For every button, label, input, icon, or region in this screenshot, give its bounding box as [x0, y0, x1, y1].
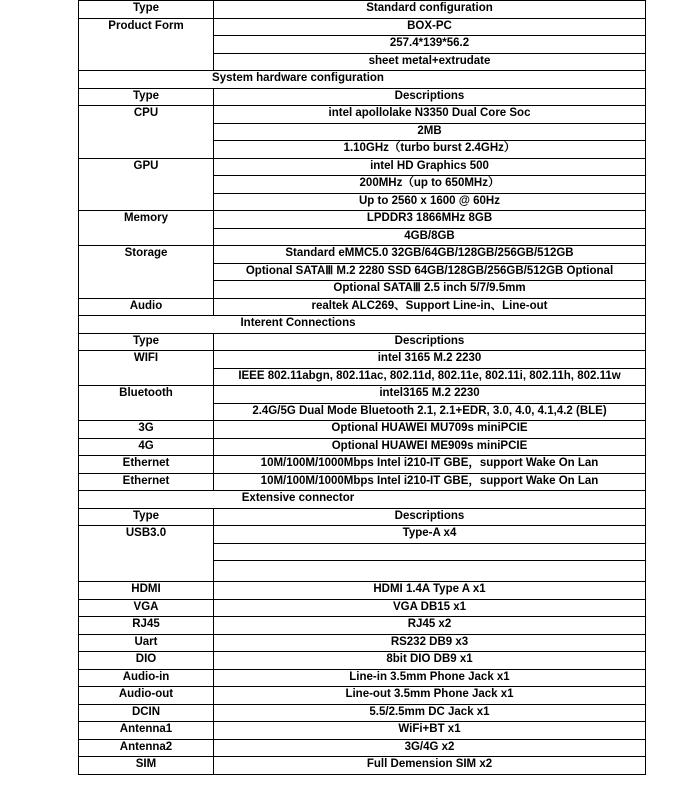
- table-row: [79, 158, 646, 176]
- row-type: 4G: [79, 438, 214, 456]
- section-title-text: Extensive connector: [241, 492, 355, 504]
- row-desc: Full Demension SIM x2: [214, 757, 646, 775]
- section-title: [79, 491, 646, 509]
- header-row: [79, 333, 646, 351]
- row-type: Ethernet: [79, 473, 214, 491]
- header-type: Type: [79, 1, 214, 19]
- section-title-row: [79, 71, 646, 89]
- header-desc: Descriptions: [214, 333, 646, 351]
- table-row: [79, 351, 646, 369]
- row-type: Audio-out: [79, 687, 214, 705]
- row-desc: intel3165 M.2 2230: [214, 386, 646, 404]
- row-desc: WiFi+BT x1: [214, 722, 646, 740]
- row-desc: Line-out 3.5mm Phone Jack x1: [214, 687, 646, 705]
- row-type: Memory: [79, 211, 214, 246]
- row-desc: [214, 543, 646, 561]
- header-row: [79, 88, 646, 106]
- row-desc: Standard eMMC5.0 32GB/64GB/128GB/256GB/512GB: [214, 246, 646, 264]
- table-row: [79, 582, 646, 600]
- row-type: GPU: [79, 158, 214, 211]
- row-desc: Optional SATAⅢ M.2 2280 SSD 64GB/128GB/256GB/512GB Optional: [214, 263, 646, 281]
- row-desc: RJ45 x2: [214, 617, 646, 635]
- row-desc: Optional HUAWEI ME909s miniPCIE: [214, 438, 646, 456]
- row-type: SIM: [79, 757, 214, 775]
- table-row: [79, 704, 646, 722]
- row-type: 3G: [79, 421, 214, 439]
- row-desc: intel HD Graphics 500: [214, 158, 646, 176]
- row-type: VGA: [79, 599, 214, 617]
- table-row: [79, 246, 646, 264]
- table-row: [79, 617, 646, 635]
- header-desc: Descriptions: [214, 88, 646, 106]
- row-desc: 2.4G/5G Dual Mode Bluetooth 2.1, 2.1+EDR, 3.0, 4.0, 4.1,4.2 (BLE): [214, 403, 646, 421]
- header-row: [79, 508, 646, 526]
- header-desc: Descriptions: [214, 508, 646, 526]
- row-type: WIFI: [79, 351, 214, 386]
- row-type: Bluetooth: [79, 386, 214, 421]
- row-desc: Type-A x4: [214, 526, 646, 544]
- spec-table: [78, 0, 646, 775]
- row-desc: Optional HUAWEI MU709s miniPCIE: [214, 421, 646, 439]
- header-type: Type: [79, 88, 214, 106]
- table-row: [79, 298, 646, 316]
- table-row: [79, 687, 646, 705]
- table-row: [79, 652, 646, 670]
- row-desc: Line-in 3.5mm Phone Jack x1: [214, 669, 646, 687]
- row-desc: 4GB/8GB: [214, 228, 646, 246]
- row-type: Storage: [79, 246, 214, 299]
- section-title: [79, 71, 646, 89]
- row-desc: 1.10GHz（turbo burst 2.4GHz）: [214, 141, 646, 159]
- header-type: Type: [79, 333, 214, 351]
- row-type: Uart: [79, 634, 214, 652]
- section-title-text: Interent Connections: [240, 317, 356, 329]
- section-title-row: [79, 491, 646, 509]
- row-desc: realtek ALC269、Support Line-in、Line-out: [214, 298, 646, 316]
- row-type: Antenna1: [79, 722, 214, 740]
- header-type: Type: [79, 508, 214, 526]
- row-type: Audio: [79, 298, 214, 316]
- row-desc: Optional SATAⅢ 2.5 inch 5/7/9.5mm: [214, 281, 646, 299]
- header-row: [79, 1, 646, 19]
- row-desc: HDMI 1.4A Type A x1: [214, 582, 646, 600]
- row-desc: BOX-PC: [214, 18, 646, 36]
- row-desc: 10M/100M/1000Mbps Intel i210-IT GBE，support Wake On Lan: [214, 473, 646, 491]
- row-desc: LPDDR3 1866MHz 8GB: [214, 211, 646, 229]
- row-desc: IEEE 802.11abgn, 802.11ac, 802.11d, 802.11e, 802.11i, 802.11h, 802.11w: [214, 368, 646, 386]
- row-desc: [214, 561, 646, 582]
- table-row: [79, 526, 646, 544]
- row-type: HDMI: [79, 582, 214, 600]
- row-type: USB3.0: [79, 526, 214, 582]
- table-row: [79, 669, 646, 687]
- section-title-row: [79, 316, 646, 334]
- row-desc: Up to 2560 x 1600 @ 60Hz: [214, 193, 646, 211]
- row-desc: intel apollolake N3350 Dual Core Soc: [214, 106, 646, 124]
- table-row: [79, 634, 646, 652]
- row-type: CPU: [79, 106, 214, 159]
- row-desc: 2MB: [214, 123, 646, 141]
- row-type: Antenna2: [79, 739, 214, 757]
- table-row: [79, 106, 646, 124]
- row-type: DCIN: [79, 704, 214, 722]
- table-row: [79, 722, 646, 740]
- table-row: [79, 438, 646, 456]
- row-desc: 257.4*139*56.2: [214, 36, 646, 54]
- row-type: Audio-in: [79, 669, 214, 687]
- table-row: [79, 386, 646, 404]
- table-row: [79, 473, 646, 491]
- row-desc: 10M/100M/1000Mbps Intel i210-IT GBE，support Wake On Lan: [214, 456, 646, 474]
- section-title: [79, 316, 646, 334]
- table-row: [79, 739, 646, 757]
- row-desc: 5.5/2.5mm DC Jack x1: [214, 704, 646, 722]
- table-row: [79, 421, 646, 439]
- row-desc: sheet metal+extrudate: [214, 53, 646, 71]
- row-type: DIO: [79, 652, 214, 670]
- table-row: [79, 599, 646, 617]
- header-desc: Standard configuration: [214, 1, 646, 19]
- table-row: [79, 211, 646, 229]
- row-desc: intel 3165 M.2 2230: [214, 351, 646, 369]
- table-row: [79, 456, 646, 474]
- table-row: [79, 18, 646, 36]
- row-type: RJ45: [79, 617, 214, 635]
- table-row: [79, 757, 646, 775]
- row-desc: VGA DB15 x1: [214, 599, 646, 617]
- section-title-text: System hardware configuration: [212, 72, 384, 84]
- row-type: Ethernet: [79, 456, 214, 474]
- row-desc: 3G/4G x2: [214, 739, 646, 757]
- row-type: Product Form: [79, 18, 214, 71]
- row-desc: 8bit DIO DB9 x1: [214, 652, 646, 670]
- row-desc: 200MHz（up to 650MHz）: [214, 176, 646, 194]
- row-desc: RS232 DB9 x3: [214, 634, 646, 652]
